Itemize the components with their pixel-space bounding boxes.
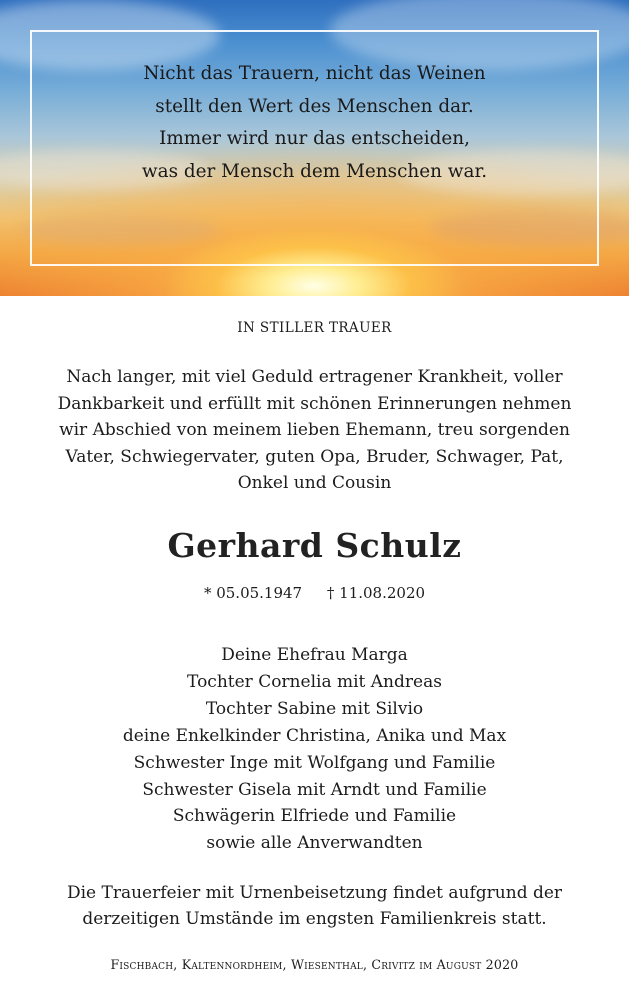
intro-line: Dankbarkeit und erfüllt mit schönen Erinnerungen nehmen (57, 393, 572, 414)
family-list (0, 642, 629, 857)
mourning-heading: IN STILLER TRAUER (237, 320, 392, 336)
places-and-date: Fischbach, Kaltennordheim, Wiesenthal, Crivitz im August 2020 (110, 957, 519, 972)
family-member: Schwester Gisela mit Arndt und Familie (142, 779, 487, 800)
deceased-name: Gerhard Schulz (167, 526, 462, 565)
quote-line: Nicht das Trauern, nicht das Weinen (143, 63, 486, 84)
intro-line: Onkel und Cousin (237, 473, 392, 493)
family-member: Tochter Cornelia mit Andreas (187, 671, 442, 692)
quote-line: stellt den Wert des Menschen dar. (155, 95, 474, 117)
family-member: Deine Ehefrau Marga (221, 645, 408, 665)
notice-line: Die Trauerfeier mit Urnenbeisetzung findet aufgrund der (66, 883, 563, 903)
family-member: Schwägerin Elfriede und Familie (172, 806, 457, 827)
family-member: deine Enkelkinder Christina, Anika und Max (122, 725, 507, 746)
life-dates (0, 584, 629, 602)
quote (0, 58, 629, 188)
birth-date: * 05.05.1947 (203, 584, 303, 602)
funeral-notice (0, 880, 629, 932)
intro-line: wir Abschied von meinem lieben Ehemann, treu sorgenden (59, 420, 570, 440)
quote-line: was der Mensch dem Menschen war. (141, 160, 488, 182)
intro-line: Nach langer, mit viel Geduld ertragener Krankheit, voller (66, 367, 563, 387)
quote-line: Immer wird nur das entscheiden, (159, 128, 470, 149)
death-date: † 11.08.2020 (326, 584, 426, 602)
family-member: sowie alle Anverwandten (206, 833, 423, 854)
family-member: Schwester Inge mit Wolfgang und Familie (133, 752, 496, 773)
notice-line: derzeitigen Umstände im engsten Familienkreis statt. (82, 909, 547, 929)
intro-text (0, 364, 629, 497)
sunset-sky-image (0, 0, 629, 296)
obituary-body (0, 296, 629, 1000)
intro-line: Vater, Schwiegervater, guten Opa, Bruder, Schwager, Pat, (65, 446, 564, 467)
family-member: Tochter Sabine mit Silvio (205, 698, 424, 719)
